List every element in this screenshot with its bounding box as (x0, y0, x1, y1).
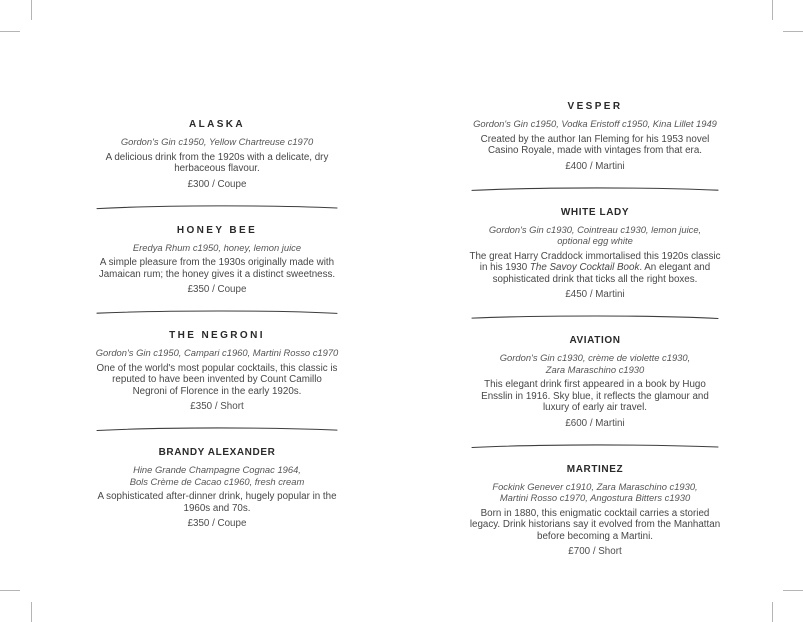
cocktail-price: £300 / Coupe (187, 178, 247, 190)
cocktail-description (468, 134, 722, 157)
crop-mark-top-left-vertical (31, 0, 32, 20)
ingredients-line: Gordon's Gin c1950, Yellow Chartreuse c1970 (120, 136, 314, 147)
hand-drawn-divider (95, 307, 339, 316)
cocktail-title: WHITE LADY (560, 206, 630, 218)
ingredients-line: Hine Grande Champagne Cognac 1964, (133, 464, 301, 475)
hand-drawn-divider (470, 184, 720, 193)
cocktail-description (95, 257, 339, 280)
menu-item-honey-bee (95, 225, 339, 297)
cocktail-price: £400 / Martini (565, 160, 625, 172)
description-text: A simple pleasure from the 1930s originally made with Jamaican rum; the honey gives it a distinct sweetness. (98, 257, 336, 280)
cocktail-ingredients (468, 481, 722, 504)
description-text: Created by the author Ian Fleming for his 1953 novel Casino Royale, made with vintages from that era. (480, 133, 710, 156)
cocktail-title: BRANDY ALEXANDER (158, 447, 276, 458)
hand-drawn-divider (470, 312, 720, 321)
cocktail-ingredients (468, 118, 722, 130)
hand-drawn-divider (470, 441, 720, 450)
cocktail-ingredients (95, 347, 339, 359)
cocktail-title: HONEY BEE (176, 224, 258, 236)
cocktail-price: £350 / Coupe (187, 284, 247, 295)
ingredients-line: Eredya Rhum c1950, honey, lemon juice (132, 241, 302, 253)
ingredients-line: optional egg white (557, 235, 633, 246)
cocktail-price: £350 / Coupe (187, 518, 247, 529)
cocktail-title: VESPER (567, 101, 623, 112)
cocktail-title: ALASKA (188, 119, 246, 130)
description-text: One of the world's most popular cocktails, this classic is reputed to have been invented by Count Camillo Negroni of Florence in the early 1920s. (96, 362, 338, 397)
menu-item-vesper (468, 101, 722, 173)
cocktail-title: THE NEGRONI (169, 330, 265, 341)
description-text: Born in 1880, this enigmatic cocktail carries a storied legacy. Drink historians say it evolved from the Manhattan before becoming a Martini. (469, 507, 721, 542)
crop-mark-bottom-right-horizontal (783, 590, 803, 591)
cocktail-description (95, 491, 339, 514)
cocktail-description (468, 251, 722, 286)
crop-mark-bottom-left-vertical (31, 602, 32, 622)
ingredients-line: Gordon's Gin c1930, Cointreau c1930, lemon juice, (488, 223, 702, 235)
cocktail-description (468, 508, 722, 543)
description-text: A delicious drink from the 1920s with a delicate, dry herbaceous flavour. (105, 151, 329, 174)
hand-drawn-divider (95, 202, 339, 211)
menu-item-the-negroni (95, 330, 339, 413)
cocktail-ingredients (468, 224, 722, 247)
ingredients-line: Gordon's Gin c1930, crème de violette c1930, (499, 352, 691, 363)
cocktail-description (468, 379, 722, 414)
description-text: A sophisticated after-dinner drink, hugely popular in the 1960s and 70s. (97, 491, 337, 514)
description-text: This elegant drink first appeared in a book by Hugo Ensslin in 1916. Sky blue, it reflects the glamour and luxury of early air travel. (481, 379, 709, 413)
description-text: The great Harry Craddock immortalised this 1920s classic in his 1930 (469, 250, 721, 273)
cocktail-title: AVIATION (569, 335, 621, 346)
crop-mark-top-right-horizontal (783, 31, 803, 32)
cocktail-ingredients (95, 242, 339, 254)
crop-mark-bottom-left-horizontal (0, 590, 20, 591)
cocktail-ingredients (468, 352, 722, 375)
menu-column-right (468, 101, 722, 558)
cocktail-price: £450 / Martini (565, 289, 625, 300)
crop-mark-top-right-vertical (772, 0, 773, 20)
ingredients-line: Martini Rosso c1970, Angostura Bitters c1930 (499, 492, 691, 503)
cocktail-description (95, 152, 339, 175)
crop-mark-bottom-right-vertical (772, 602, 773, 622)
menu-item-aviation (468, 335, 722, 430)
cocktail-ingredients (95, 136, 339, 148)
cocktail-price: £350 / Short (190, 401, 244, 412)
hand-drawn-divider (95, 424, 339, 433)
ingredients-line: Gordon's Gin c1950, Vodka Eristoff c1950, Kina Lillet 1949 (473, 118, 717, 129)
cocktail-description (95, 363, 339, 398)
menu-item-brandy-alexander (95, 447, 339, 530)
cocktail-price: £600 / Martini (565, 417, 625, 429)
ingredients-line: Zara Maraschino c1930 (545, 363, 645, 375)
cocktail-price: £700 / Short (568, 546, 622, 557)
menu-column-left (95, 119, 339, 530)
cocktail-ingredients (95, 464, 339, 487)
description-after: . An elegant and sophisticated drink that ticks all the right boxes. (492, 262, 711, 285)
menu-item-martinez (468, 464, 722, 559)
menu-item-alaska (95, 119, 339, 191)
cocktail-title: MARTINEZ (566, 463, 624, 475)
ingredients-line: Bols Crème de Cacao c1960, fresh cream (129, 475, 305, 487)
ingredients-line: Fockink Genever c1910, Zara Maraschino c1930, (492, 480, 698, 492)
description-italic: The Savoy Cocktail Book (529, 262, 640, 273)
crop-mark-top-left-horizontal (0, 31, 20, 32)
ingredients-line: Gordon's Gin c1950, Campari c1960, Martini Rosso c1970 (95, 347, 339, 358)
menu-item-white-lady (468, 207, 722, 302)
